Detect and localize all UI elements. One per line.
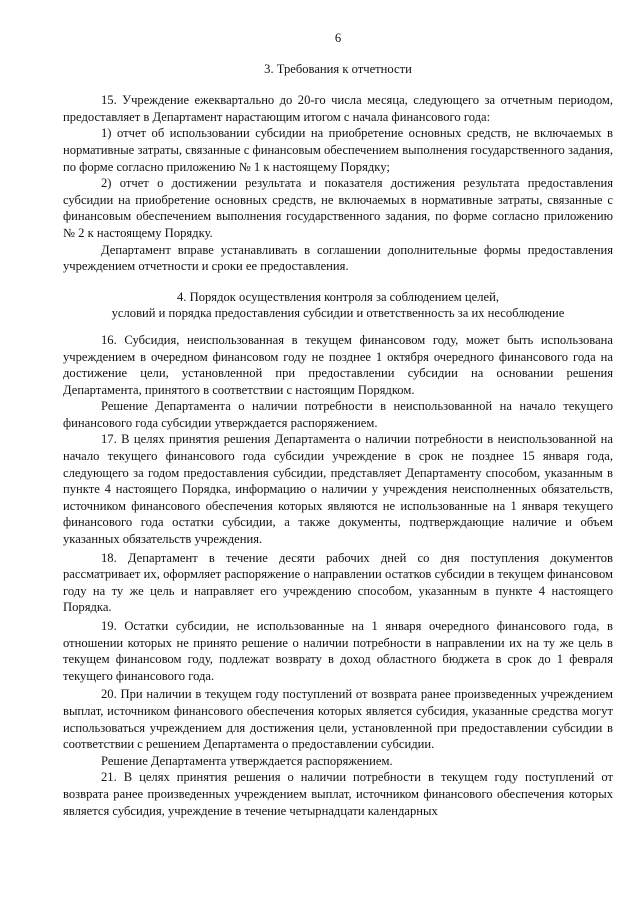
paragraph-18: 18. Департамент в течение десяти рабочих дней со дня поступления документов рассматривает их, оформляет распоряжение о направлении остатков субсидии в текущем финансовом году на ту же цель и направляет его учреждению способом, указанным в пункте 4 настоящего Порядка. [63, 550, 613, 615]
paragraph-15-additional: Департамент вправе устанавливать в соглашении дополнительные формы предоставления учреждением отчетности и сроки ее предоставления. [63, 242, 613, 274]
page-number: 6 [334, 31, 342, 45]
paragraph-16: 16. Субсидия, неиспользованная в текущем финансовом году, может быть использована учреждением в очередном финансовом году не позднее 1 октября очередного финансового года на достижение цели, установленной при предоставлении субсидии на основании решения Департамента, принятого в соответствии с настоящим Порядком. [63, 332, 613, 397]
paragraph-15: 15. Учреждение ежеквартально до 20-го числа месяца, следующего за отчетным периодом, предоставляет в Департамент нарастающим итогом с начала финансового года: [63, 93, 613, 124]
section-3-title: 3. Требования к отчетности [264, 61, 412, 76]
paragraph-17: 17. В целях принятия решения Департамента о наличии потребности в неиспользованной на начало текущего финансового года субсидии учреждение в срок не позднее 15 января года, следующего за годом предоставления субсидии, представляет Департаменту способом, указанным в пункте 4 настоящего Порядка, информацию о наличии у учреждения неисполненных обязательств, источником финансового обеспечения которых являются не использованные на 1 января текущего финансового года остатки субсидии, а также документы, подтверждающие наличие и объем указанных обязательств учреждения. [63, 432, 613, 547]
paragraph-19: 19. Остатки субсидии, не использованные на 1 января очередного финансового года, в отношении которых не принято решение о наличии потребности в направлении их на ту же цель в текущем финансовом году, подлежат возврату в доход областного бюджета в срок до 1 февраля текущего финансового года. [63, 619, 613, 683]
section-4-title-line-2: условий и порядка предоставления субсидии и ответственность за их несоблюдение [111, 306, 565, 321]
paragraph-15-item-2: 2) отчет о достижении результата и показателя достижения результата предоставления субсидии на приобретение основных средств, не включаемых в нормативные затраты, связанные с финансовым обеспечением выполнения государственного задания, по форме согласно приложению № 2 к настоящему Порядку. [63, 176, 613, 240]
section-4-title [63, 289, 613, 322]
paragraph-20-decision: Решение Департамента утверждается распоряжением. [101, 753, 393, 768]
paragraph-21: 21. В целях принятия решения о наличии потребности в текущем году поступлений от возврата ранее произведенных учреждением выплат, источником финансового обеспечения которых является субсидия, учреждение в течение четырнадцати календарных [63, 770, 613, 818]
document-page [63, 30, 613, 819]
paragraph-20: 20. При наличии в текущем году поступлений от возврата ранее произведенных учреждением выплат, источником финансового обеспечения которых является субсидия, указанные средства могут использоваться учреждением для достижения цели, установленной при предоставлении субсидии в соответствии с решением Департамента о предоставлении субсидии. [63, 687, 613, 752]
paragraph-15-item-1: 1) отчет об использовании субсидии на приобретение основных средств, не включаемых в нормативные затраты, связанные с финансовым обеспечением выполнения государственного задания, по форме согласно приложению № 1 к настоящему Порядку; [63, 126, 613, 174]
paragraph-16-decision: Решение Департамента о наличии потребности в неиспользованной на начало текущего финансового года субсидии утверждается распоряжением. [63, 399, 613, 430]
section-4-title-line-1: 4. Порядок осуществления контроля за соблюдением целей, [177, 289, 499, 304]
